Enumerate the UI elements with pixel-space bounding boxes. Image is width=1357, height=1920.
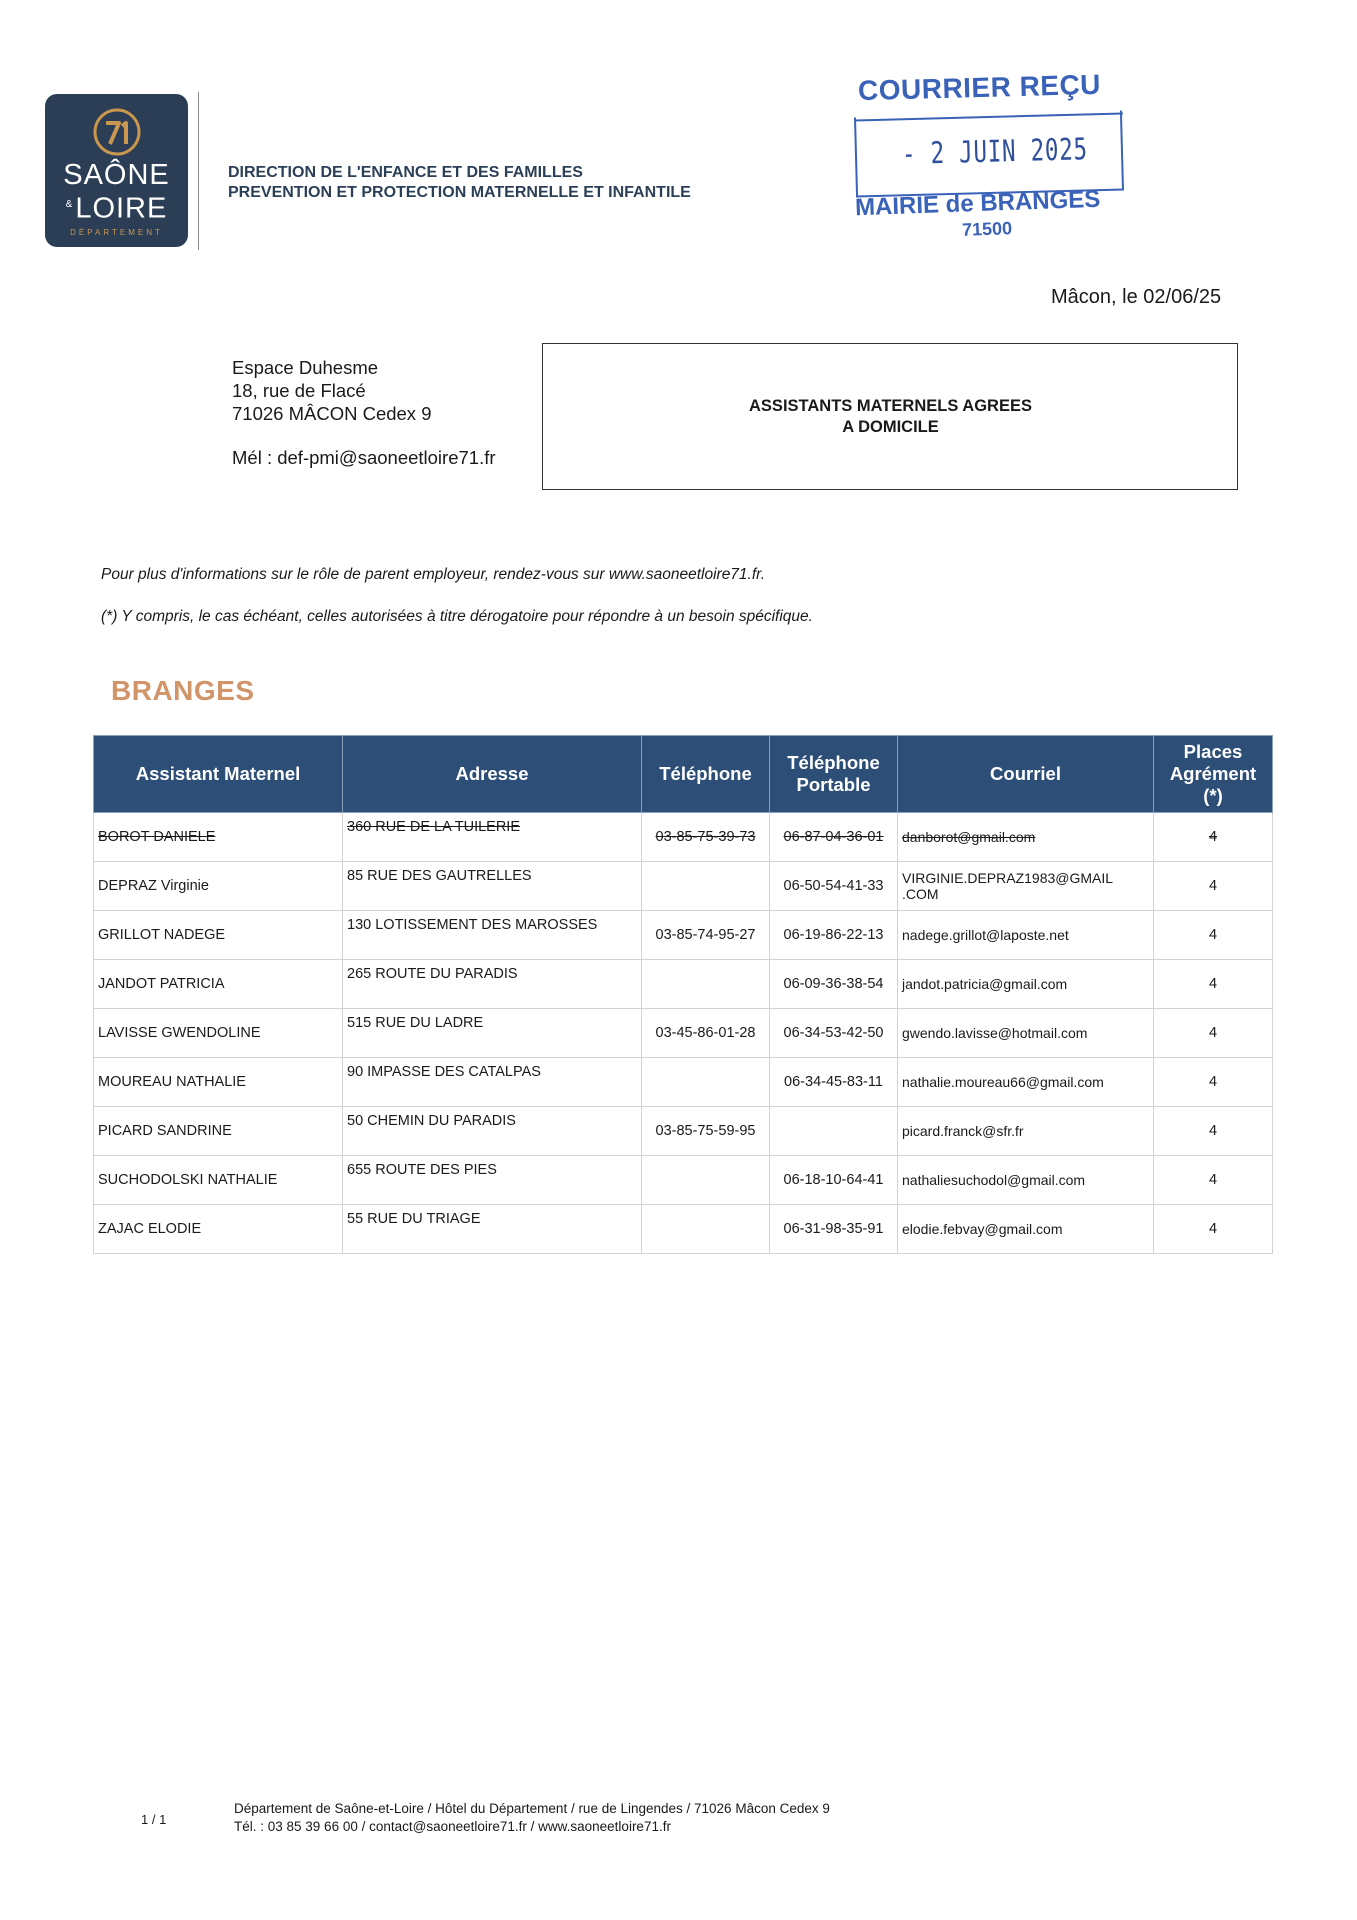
stamp-mairie: MAIRIE de BRANGES — [854, 185, 1101, 222]
table-row — [94, 1156, 1273, 1205]
table-row — [94, 862, 1273, 911]
table-row — [94, 813, 1273, 862]
cell-name: PICARD SANDRINE — [94, 1107, 343, 1156]
address-line: 71026 MÂCON Cedex 9 — [232, 403, 432, 424]
logo-71-emblem-icon — [91, 106, 143, 158]
cell-address: 55 RUE DU TRIAGE — [343, 1205, 642, 1254]
cell-mobile: 06-31-98-35-91 — [770, 1205, 898, 1254]
cell-phone — [642, 960, 770, 1009]
logo-divider — [198, 92, 199, 250]
cell-places: 4 — [1154, 862, 1273, 911]
table-row — [94, 1009, 1273, 1058]
stamp-title: COURRIER REÇU — [857, 68, 1102, 107]
cell-mobile: 06-18-10-64-41 — [770, 1156, 898, 1205]
cell-name: LAVISSE GWENDOLINE — [94, 1009, 343, 1058]
table-row — [94, 960, 1273, 1009]
cell-places: 4 — [1154, 1058, 1273, 1107]
cell-phone: 03-85-75-59-95 — [642, 1107, 770, 1156]
cell-address: 130 LOTISSEMENT DES MAROSSES — [343, 911, 642, 960]
cell-phone: 03-45-86-01-28 — [642, 1009, 770, 1058]
cell-mobile: 06-34-45-83-11 — [770, 1058, 898, 1107]
cell-mobile: 06-09-36-38-54 — [770, 960, 898, 1009]
cell-mobile — [770, 1107, 898, 1156]
cell-address: 515 RUE DU LADRE — [343, 1009, 642, 1058]
cell-mail: nathaliesuchodol@gmail.com — [898, 1156, 1154, 1205]
column-header-places: Places Agrément (*) — [1154, 736, 1273, 813]
logo-text-saone: SAÔNE — [63, 159, 170, 191]
cell-phone — [642, 1058, 770, 1107]
address-line: Espace Duhesme — [232, 357, 379, 378]
cell-name: GRILLOT NADEGE — [94, 911, 343, 960]
cell-name: DEPRAZ Virginie — [94, 862, 343, 911]
assistants-table — [93, 735, 1273, 1254]
cell-address: 50 CHEMIN DU PARADIS — [343, 1107, 642, 1156]
cell-mobile: 06-87-04-36-01 — [770, 813, 898, 862]
document-title: ASSISTANTS MATERNELS AGREES A DOMICILE — [749, 397, 1032, 436]
cell-name: SUCHODOLSKI NATHALIE — [94, 1156, 343, 1205]
cell-places: 4 — [1154, 1107, 1273, 1156]
cell-mobile: 06-34-53-42-50 — [770, 1009, 898, 1058]
stamp-date: - 2 JUIN 2025 — [901, 132, 1089, 172]
cell-address: 655 ROUTE DES PIES — [343, 1156, 642, 1205]
commune-heading: BRANGES — [111, 675, 255, 706]
cell-mail: jandot.patricia@gmail.com — [898, 960, 1154, 1009]
cell-address: 90 IMPASSE DES CATALPAS — [343, 1058, 642, 1107]
sender-address — [232, 356, 432, 425]
column-header-mail: Courriel — [898, 736, 1154, 813]
cell-mail: elodie.febvay@gmail.com — [898, 1205, 1154, 1254]
cell-name: BOROT DANIELE — [94, 813, 343, 862]
cell-mail: picard.franck@sfr.fr — [898, 1107, 1154, 1156]
cell-mobile: 06-50-54-41-33 — [770, 862, 898, 911]
table-row — [94, 1107, 1273, 1156]
table-row — [94, 1058, 1273, 1107]
cell-places: 4 — [1154, 911, 1273, 960]
sender-email: Mél : def-pmi@saoneetloire71.fr — [232, 447, 496, 468]
cell-mail: nadege.grillot@laposte.net — [898, 911, 1154, 960]
table-header-row — [94, 736, 1273, 813]
cell-phone: 03-85-75-39-73 — [642, 813, 770, 862]
cell-phone — [642, 1205, 770, 1254]
cell-mail: nathalie.moureau66@gmail.com — [898, 1058, 1154, 1107]
cell-mobile: 06-19-86-22-13 — [770, 911, 898, 960]
cell-name: MOUREAU NATHALIE — [94, 1058, 343, 1107]
page-footer: Département de Saône-et-Loire / Hôtel du Département / rue de Lingendes / 71026 Mâcon Cedex 9 Tél. : 03 85 39 66 00 / contact@saoneetloire71.fr / www.saoneetloire71.fr — [234, 1801, 830, 1834]
department-logo — [45, 94, 188, 247]
cell-address: 265 ROUTE DU PARADIS — [343, 960, 642, 1009]
cell-places: 4 — [1154, 1156, 1273, 1205]
column-header-name: Assistant Maternel — [94, 736, 343, 813]
letter-date: Mâcon, le 02/06/25 — [1051, 286, 1222, 308]
cell-address: 360 RUE DE LA TUILERIE — [343, 813, 642, 862]
column-header-mobile: Téléphone Portable — [770, 736, 898, 813]
logo-text-loire: &LOIRE — [65, 192, 168, 225]
column-header-address: Adresse — [343, 736, 642, 813]
cell-places: 4 — [1154, 960, 1273, 1009]
stamp-zip: 71500 — [961, 218, 1013, 240]
cell-phone — [642, 862, 770, 911]
cell-name: ZAJAC ELODIE — [94, 1205, 343, 1254]
cell-phone: 03-85-74-95-27 — [642, 911, 770, 960]
address-line: 18, rue de Flacé — [232, 380, 366, 401]
cell-mail: gwendo.lavisse@hotmail.com — [898, 1009, 1154, 1058]
cell-mail: danborot@gmail.com — [898, 813, 1154, 862]
cell-places: 4 — [1154, 1009, 1273, 1058]
direction-heading: DIRECTION DE L'ENFANCE ET DES FAMILLES PREVENTION ET PROTECTION MATERNELLE ET INFANTILE — [228, 164, 691, 201]
cell-places: 4 — [1154, 1205, 1273, 1254]
info-note: Pour plus d'informations sur le rôle de parent employeur, rendez-vous sur www.saoneetloire71.fr. — [101, 566, 766, 583]
footnote: (*) Y compris, le cas échéant, celles autorisées à titre dérogatoire pour répondre à un besoin spécifique. — [101, 608, 813, 625]
cell-mail: VIRGINIE.DEPRAZ1983@GMAIL .COM — [898, 862, 1154, 911]
cell-name: JANDOT PATRICIA — [94, 960, 343, 1009]
page-number: 1 / 1 — [141, 1812, 167, 1827]
cell-phone — [642, 1156, 770, 1205]
table-body — [94, 813, 1273, 1254]
logo-text-departement: DÉPARTEMENT — [70, 227, 163, 237]
table-row — [94, 911, 1273, 960]
column-header-phone: Téléphone — [642, 736, 770, 813]
cell-places: 4 — [1154, 813, 1273, 862]
cell-address: 85 RUE DES GAUTRELLES — [343, 862, 642, 911]
table-row — [94, 1205, 1273, 1254]
